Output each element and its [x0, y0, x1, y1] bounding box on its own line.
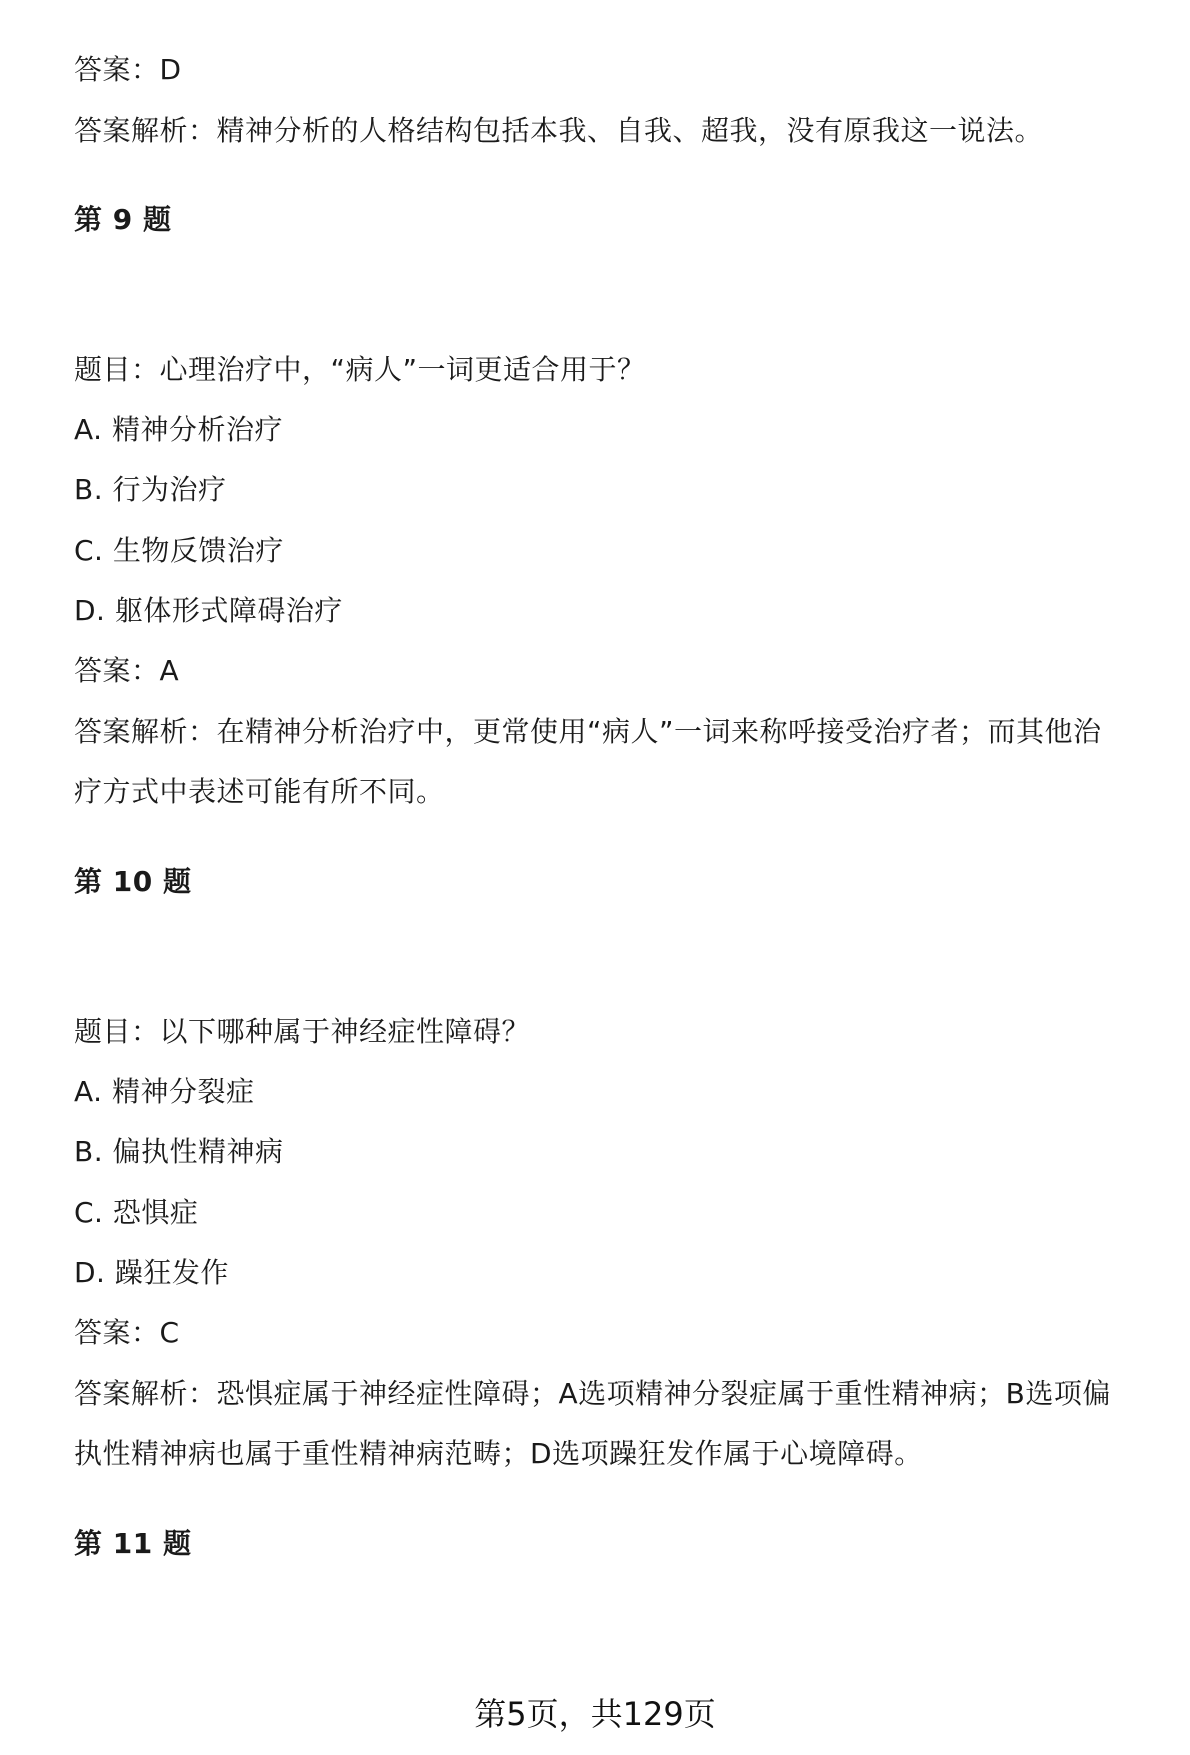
answer-10: 答案：C — [74, 1316, 180, 1349]
explanation-10-line-2: 执性精神病也属于重性精神病范畴；D选项躁狂发作属于心境障碍。 — [74, 1437, 923, 1470]
question-text-10: 题目：以下哪种属于神经症性障碍？ — [74, 1015, 531, 1048]
option-a-10: A. 精神分裂症 — [74, 1075, 255, 1108]
previous-explanation: 答案解析：精神分析的人格结构包括本我、自我、超我，没有原我这一说法。 — [74, 114, 1044, 147]
question-heading-10: 第 10 题 — [74, 865, 192, 898]
option-a-9: A. 精神分析治疗 — [74, 413, 283, 446]
option-b-9: B. 行为治疗 — [74, 473, 227, 506]
explanation-9-line-1: 答案解析：在精神分析治疗中，更常使用“病人”一词来称呼接受治疗者；而其他治 — [74, 715, 1102, 748]
explanation-10-line-1: 答案解析：恐惧症属于神经症性障碍；A选项精神分裂症属于重性精神病；B选项偏 — [74, 1377, 1111, 1410]
option-b-10: B. 偏执性精神病 — [74, 1135, 284, 1168]
explanation-9-line-2: 疗方式中表述可能有所不同。 — [74, 775, 445, 808]
option-d-9: D. 躯体形式障碍治疗 — [74, 594, 343, 627]
question-heading-11: 第 11 题 — [74, 1527, 192, 1560]
page-number: 第5页，共129页 — [474, 1695, 716, 1733]
previous-answer: 答案：D — [74, 53, 182, 86]
question-heading-9: 第 9 题 — [74, 203, 172, 236]
question-text-9: 题目：心理治疗中，“病人”一词更适合用于？ — [74, 353, 646, 386]
answer-9: 答案：A — [74, 654, 180, 687]
option-c-10: C. 恐惧症 — [74, 1196, 199, 1229]
option-d-10: D. 躁狂发作 — [74, 1256, 229, 1289]
option-c-9: C. 生物反馈治疗 — [74, 534, 284, 567]
